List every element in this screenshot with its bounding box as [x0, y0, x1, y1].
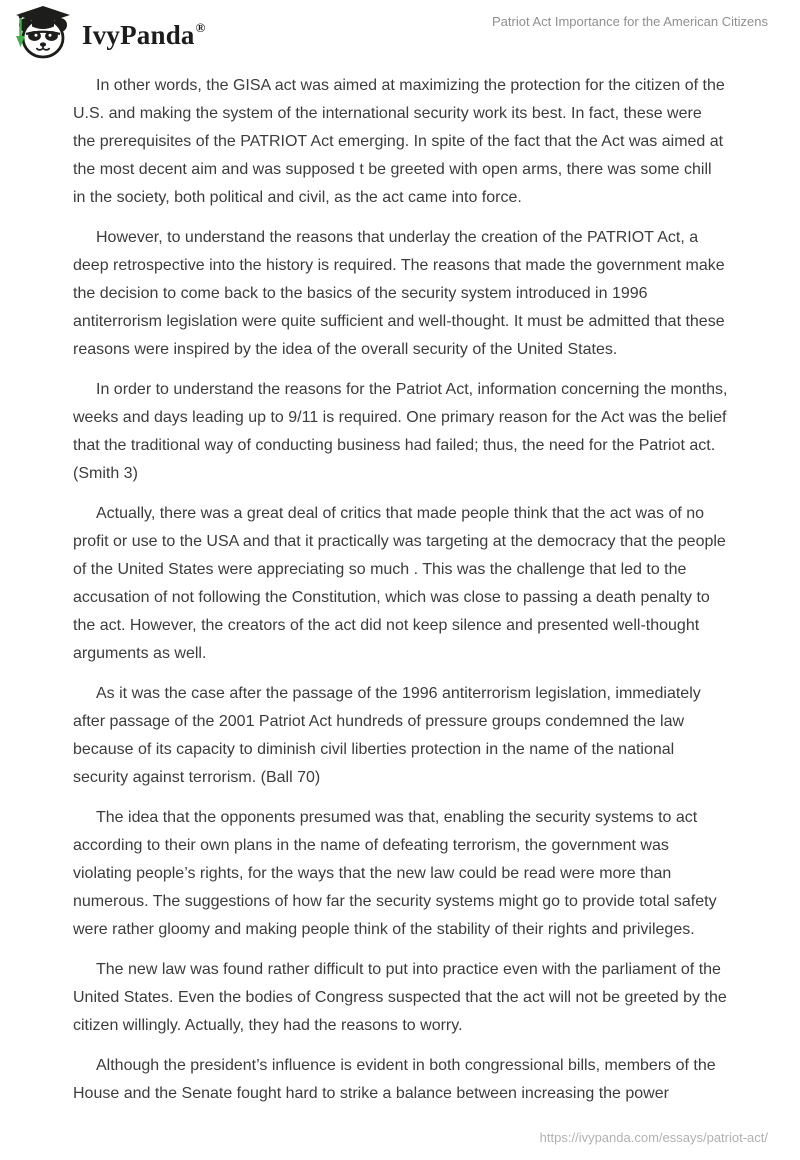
panda-graduate-icon	[13, 5, 73, 59]
essay-paragraph: The new law was found rather difficult to put into practice even with the parliament of the United States. Even the bodies of Congress suspected that the act will not be greeted by the citizen willingly. Actually, they had the reasons to worry.	[73, 961, 727, 1034]
essay-paragraph: However, to understand the reasons that underlay the creation of the PATRIOT Act, a deep retrospective into the history is required. The reasons that made the government make the decision to come back to the basics of the security system introduced in 1996 antiterrorism legislation were quite sufficient and well-thought. It must be admitted that these reasons were inspired by the idea of the overall security of the United States.	[73, 229, 725, 358]
brand	[13, 5, 205, 59]
essay-paragraph: As it was the case after the passage of the 1996 antiterrorism legislation, immediately after passage of the 2001 Patriot Act hundreds of pressure groups condemned the law because of its capacity to diminish civil liberties protection in the name of the national security against terrorism. (Ball 70)	[73, 685, 701, 786]
brand-name	[82, 16, 205, 49]
document-title: Patriot Act Importance for the American Citizens	[491, 14, 768, 29]
essay-paragraph: In other words, the GISA act was aimed at maximizing the protection for the citizen of the U.S. and making the system of the international security work its best. In fact, these were the prerequisites of the PATRIOT Act emerging. In spite of the fact that the Act was aimed at the most decent aim and was supposed t be greeted with open arms, there was some chill in the society, both political and civil, as the act came into force.	[73, 77, 725, 206]
page-header	[0, 0, 800, 60]
brand-name-text: IvyPanda	[82, 19, 195, 50]
essay-paragraph: In order to understand the reasons for the Patriot Act, information concerning the months, weeks and days leading up to 9/11 is required. One primary reason for the Act was the belief that the traditional way of conducting business had failed; thus, the need for the Patriot act. (Smith 3)	[73, 381, 728, 482]
essay-paragraph: Although the president’s influence is evident in both congressional bills, members of the House and the Senate fought hard to strike a balance between increasing the power	[73, 1057, 716, 1102]
source-url-link[interactable]: https://ivypanda.com/essays/patriot-act/	[539, 1130, 768, 1145]
essay-paragraph: Actually, there was a great deal of critics that made people think that the act was of no profit or use to the USA and that it practically was targeting at the democracy that the people of the United States were appreciating so much . This was the challenge that led to the accusation of not following the Constitution, which was close to passing a death penalty to the act. However, the creators of the act did not keep silence and presented well-thought arguments as well.	[73, 505, 726, 662]
registered-trademark: ®	[195, 19, 206, 35]
essay-content	[73, 72, 728, 1108]
essay-paragraph: The idea that the opponents presumed was that, enabling the security systems to act according to their own plans in the name of defeating terrorism, the government was violating people’s rights, for the ways that the new law could be read were more than numerous. The suggestions of how far the security systems might go to provide total safety were rather gloomy and making people think of the stability of their rights and privileges.	[73, 809, 717, 938]
page-footer	[540, 1130, 768, 1145]
